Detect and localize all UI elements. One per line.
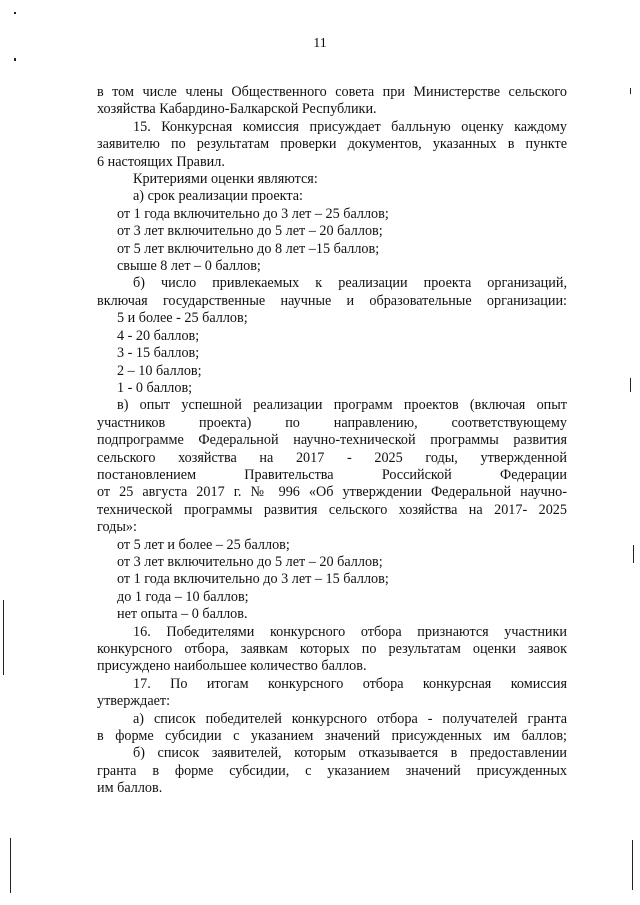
text-line: от 25 августа 2017 г. № 996 «Об утверждении Федеральной научно- (97, 484, 567, 501)
scan-edge-line (10, 838, 11, 893)
document-body (97, 84, 567, 798)
scan-edge-line (3, 600, 4, 675)
text-line: 1 - 0 баллов; (117, 379, 193, 396)
text-line: включая государственные научные и образовательные организации: (97, 292, 567, 309)
text-line: свыше 8 лет – 0 баллов; (117, 258, 261, 275)
scan-edge-line (632, 840, 633, 890)
page-number: 11 (313, 36, 327, 51)
scan-mark (14, 12, 16, 14)
text-line: в) опыт успешной реализации программ проектов (включая опыт (117, 397, 567, 414)
text-line: 6 настоящих Правил. (97, 153, 225, 170)
text-line: от 5 лет и более – 25 баллов; (117, 536, 290, 553)
scan-mark (633, 545, 634, 563)
text-line: от 3 лет включительно до 5 лет – 20 баллов; (117, 223, 383, 240)
text-line: 2 – 10 баллов; (117, 362, 202, 379)
text-line: технической программы развития сельского хозяйства на 2017- 2025 (97, 501, 567, 518)
text-line: до 1 года – 10 баллов; (117, 588, 249, 605)
text-line: 17. По итогам конкурсного отбора конкурсная комиссия (133, 675, 567, 692)
text-line: Критериями оценки являются: (133, 171, 318, 188)
text-line: подпрограмме Федеральной научно-технической программы развития (97, 432, 567, 449)
text-line: 16. Победителями конкурсного отбора признаются участники (133, 623, 567, 640)
text-line: б) список заявителей, которым отказывается в предоставлении (133, 745, 567, 762)
text-line: им баллов. (97, 780, 163, 797)
text-line: присуждено наибольшее количество баллов. (97, 658, 367, 675)
text-line: 5 и более - 25 баллов; (117, 310, 248, 327)
scan-mark (630, 378, 631, 392)
text-line: от 3 лет включительно до 5 лет – 20 баллов; (117, 553, 383, 570)
text-line: от 1 года включительно до 3 лет – 15 баллов; (117, 571, 389, 588)
text-line: сельского хозяйства на 2017 - 2025 годы, утвержденной (97, 449, 567, 466)
text-line: хозяйства Кабардино-Балкарской Республики. (97, 101, 377, 118)
text-line: заявителю по результатам проверки документов, указанных в пункте (97, 136, 567, 153)
text-line: 15. Конкурсная комиссия присуждает балльную оценку каждому (133, 118, 567, 135)
text-line: утверждает: (97, 693, 171, 710)
text-line: от 1 года включительно до 3 лет – 25 баллов; (117, 205, 389, 222)
text-line: в том числе члены Общественного совета при Министерстве сельского (97, 84, 567, 100)
text-line: б) число привлекаемых к реализации проекта организаций, (133, 275, 567, 292)
text-line: гранта в форме субсидии, с указанием значений присужденных (97, 762, 567, 779)
scan-mark (630, 88, 631, 94)
text-line: нет опыта – 0 баллов. (117, 606, 248, 623)
text-line: 4 - 20 баллов; (117, 327, 200, 344)
text-line: 3 - 15 баллов; (117, 345, 200, 362)
text-line: от 5 лет включительно до 8 лет –15 баллов; (117, 240, 380, 257)
text-line: а) список победителей конкурсного отбора - получателей гранта (133, 710, 567, 727)
text-line: годы»: (97, 519, 137, 536)
text-line: в форме субсидии с указанием значений присужденных им баллов; (97, 728, 567, 745)
text-line: а) срок реализации проекта: (133, 188, 303, 205)
text-line: постановлением Правительства Российской Федерации (97, 466, 567, 483)
scan-mark (14, 58, 16, 61)
text-line: конкурсного отбора, заявкам которых по результатам оценки заявок (97, 641, 567, 657)
text-line: участников проекта) по направлению, соответствующему (97, 414, 567, 431)
